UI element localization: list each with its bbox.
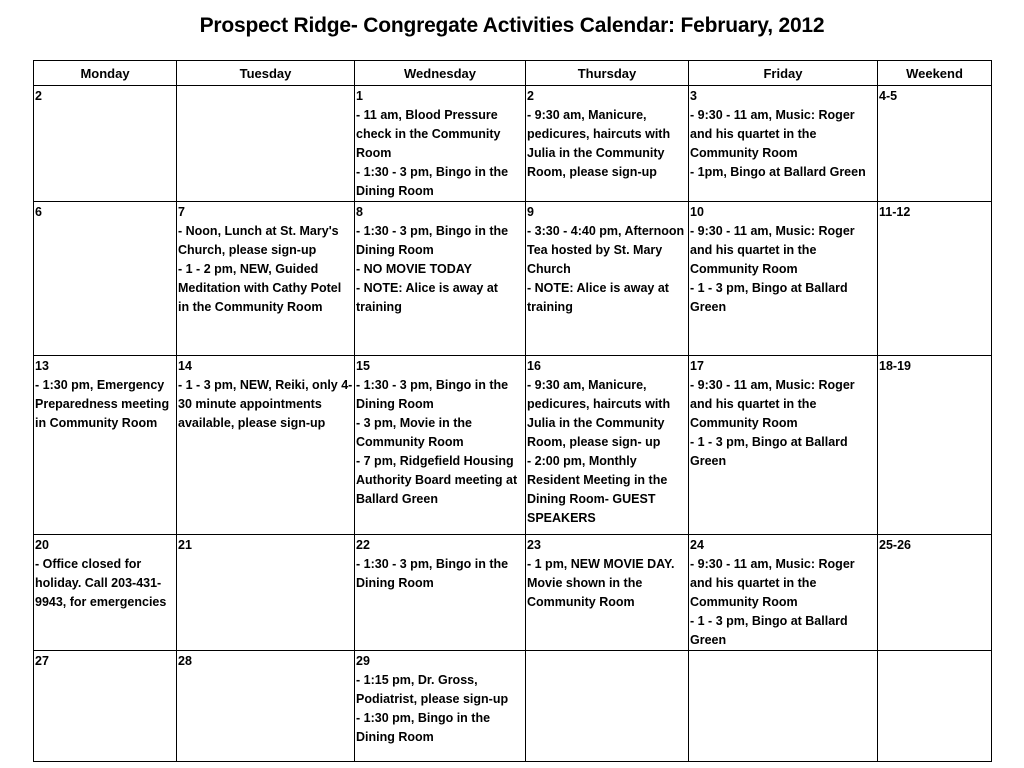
day-cell-friday (689, 202, 878, 356)
event-item: - Office closed for holiday. Call 203-431-9943, for emergencies (35, 557, 167, 609)
day-cell-weekend (878, 86, 992, 202)
event-item: - 9:30 am, Manicure, pedicures, haircuts with Julia in the Community Room, please sign-up (527, 108, 671, 179)
day-cell-wednesday (355, 535, 526, 651)
calendar-table (33, 60, 992, 762)
day-cell-monday (34, 202, 177, 356)
day-number: 2 (35, 89, 42, 103)
event-item: - 1:30 - 3 pm, Bingo in the Dining Room (356, 378, 509, 411)
day-number: 22 (356, 538, 370, 552)
day-cell-thursday (526, 535, 689, 651)
day-cell-thursday (526, 202, 689, 356)
day-cell-monday (34, 651, 177, 762)
day-cell-monday (34, 86, 177, 202)
day-cell-tuesday (177, 86, 355, 202)
day-number: 3 (690, 89, 697, 103)
event-item: - 1 pm, NEW MOVIE DAY. Movie shown in the Community Room (527, 557, 675, 609)
day-cell-friday (689, 86, 878, 202)
day-cell-tuesday (177, 535, 355, 651)
event-item: - 9:30 - 11 am, Music: Roger and his quartet in the Community Room (690, 378, 855, 430)
event-item: - 3 pm, Movie in the Community Room (356, 416, 472, 449)
week-row (34, 356, 992, 535)
event-item: - 1 - 3 pm, Bingo at Ballard Green (690, 435, 848, 468)
page-title: Prospect Ridge- Congregate Activities Calendar: February, 2012 (199, 14, 825, 37)
day-number: 28 (178, 654, 192, 668)
day-number: 9 (527, 205, 534, 219)
day-number: 17 (690, 359, 704, 373)
day-cell-weekend (878, 651, 992, 762)
week-row (34, 651, 992, 762)
event-item: - 1pm, Bingo at Ballard Green (690, 165, 866, 179)
event-item: - 2:00 pm, Monthly Resident Meeting in the Dining Room- GUEST SPEAKERS (527, 454, 668, 525)
event-item: - Noon, Lunch at St. Mary's Church, please sign-up (178, 224, 339, 257)
day-cell-tuesday (177, 202, 355, 356)
day-number: 14 (178, 359, 192, 373)
day-cell-wednesday (355, 356, 526, 535)
day-cell-weekend (878, 202, 992, 356)
day-number: 11-12 (879, 205, 911, 219)
day-number: 1 (356, 89, 363, 103)
week-row (34, 86, 992, 202)
day-cell-friday (689, 535, 878, 651)
event-item: - 9:30 - 11 am, Music: Roger and his quartet in the Community Room (690, 557, 855, 609)
day-cell-friday (689, 651, 878, 762)
day-cell-monday (34, 356, 177, 535)
day-number: 24 (690, 538, 704, 552)
day-cell-wednesday (355, 651, 526, 762)
header-row (34, 61, 992, 86)
event-item: - NOTE: Alice is away at training (356, 281, 498, 314)
header-weekend: Weekend (878, 61, 992, 86)
event-item: - 11 am, Blood Pressure check in the Community Room (356, 108, 501, 160)
event-item: - 1:30 - 3 pm, Bingo in the Dining Room (356, 557, 509, 590)
event-item: - 1 - 3 pm, Bingo at Ballard Green (690, 281, 848, 314)
day-number: 13 (35, 359, 49, 373)
day-number: 23 (527, 538, 541, 552)
day-cell-thursday (526, 356, 689, 535)
event-item: - NOTE: Alice is away at training (527, 281, 669, 314)
event-item: - 9:30 am, Manicure, pedicures, haircuts with Julia in the Community Room, please sign- up (527, 378, 671, 449)
week-row (34, 535, 992, 651)
day-number: 2 (527, 89, 534, 103)
event-item: - 1:30 pm, Bingo in the Dining Room (356, 711, 491, 744)
event-item: - 1:30 pm, Emergency Preparedness meeting in Community Room (35, 378, 170, 430)
day-number: 15 (356, 359, 370, 373)
week-row (34, 202, 992, 356)
event-item: - NO MOVIE TODAY (356, 262, 472, 276)
event-item: - 3:30 - 4:40 pm, Afternoon Tea hosted by St. Mary Church (527, 224, 685, 276)
day-cell-tuesday (177, 651, 355, 762)
event-item: - 1 - 3 pm, Bingo at Ballard Green (690, 614, 848, 647)
day-number: 4-5 (879, 89, 898, 103)
event-item: - 1:30 - 3 pm, Bingo in the Dining Room (356, 165, 509, 198)
day-number: 29 (356, 654, 370, 668)
day-number: 8 (356, 205, 363, 219)
day-cell-wednesday (355, 202, 526, 356)
event-item: - 9:30 - 11 am, Music: Roger and his quartet in the Community Room (690, 108, 855, 160)
day-cell-wednesday (355, 86, 526, 202)
header-tuesday: Tuesday (177, 61, 355, 86)
event-item: - 1:30 - 3 pm, Bingo in the Dining Room (356, 224, 509, 257)
day-number: 6 (35, 205, 42, 219)
day-cell-weekend (878, 535, 992, 651)
header-friday: Friday (689, 61, 878, 86)
header-wednesday: Wednesday (355, 61, 526, 86)
day-number: 10 (690, 205, 704, 219)
day-number: 21 (178, 538, 192, 552)
day-cell-thursday (526, 86, 689, 202)
day-cell-thursday (526, 651, 689, 762)
event-item: - 7 pm, Ridgefield Housing Authority Board meeting at Ballard Green (356, 454, 518, 506)
day-number: 16 (527, 359, 541, 373)
day-number: 20 (35, 538, 49, 552)
day-number: 27 (35, 654, 49, 668)
day-number: 25-26 (879, 538, 911, 552)
header-thursday: Thursday (526, 61, 689, 86)
day-cell-weekend (878, 356, 992, 535)
day-cell-friday (689, 356, 878, 535)
header-monday: Monday (34, 61, 177, 86)
event-item: - 1 - 2 pm, NEW, Guided Meditation with Cathy Potel in the Community Room (178, 262, 342, 314)
day-number: 18-19 (879, 359, 911, 373)
event-item: - 1 - 3 pm, NEW, Reiki, only 4- 30 minute appointments available, please sign-up (178, 378, 353, 430)
day-cell-tuesday (177, 356, 355, 535)
event-item: - 1:15 pm, Dr. Gross, Podiatrist, please sign-up (356, 673, 509, 706)
event-item: - 9:30 - 11 am, Music: Roger and his quartet in the Community Room (690, 224, 855, 276)
day-number: 7 (178, 205, 185, 219)
day-cell-monday (34, 535, 177, 651)
